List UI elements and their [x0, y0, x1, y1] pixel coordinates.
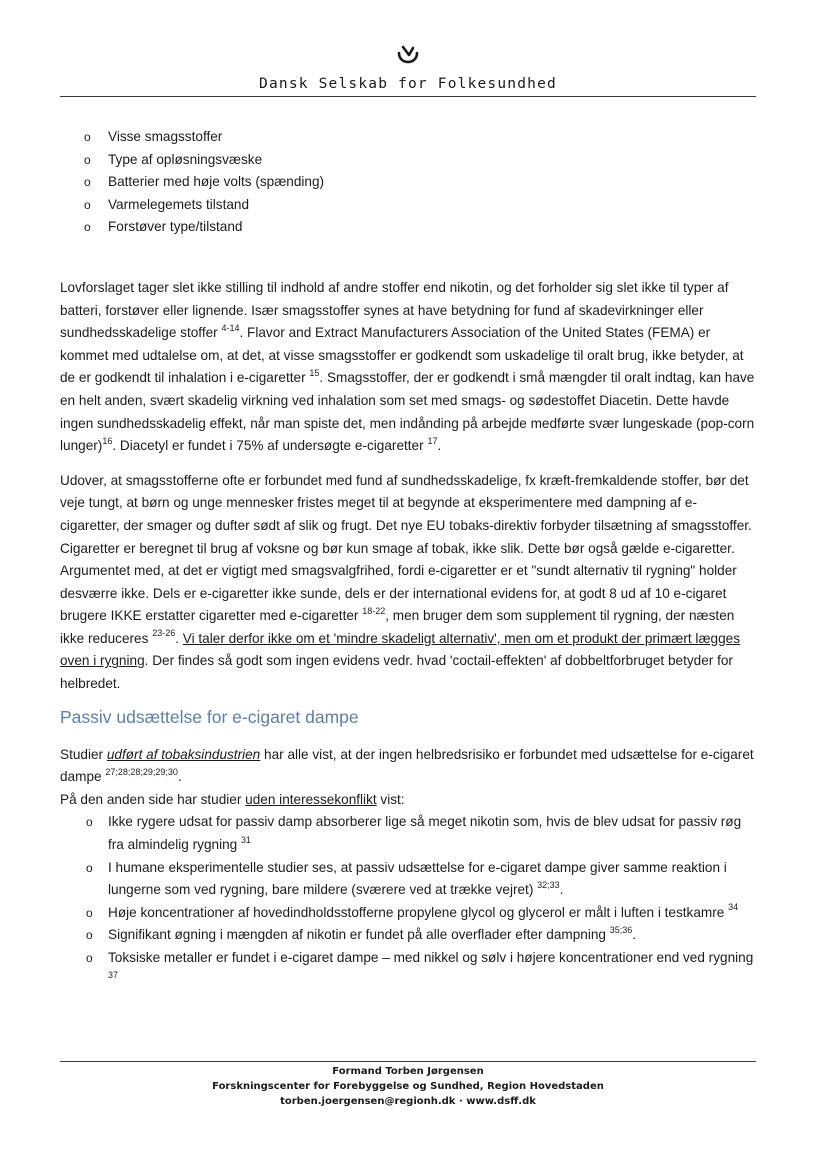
- text-run: Ikke rygere udsat for passiv damp absorberer lige så meget nikotin som, hvis de blev udsat for passiv røg fra almindelig rygning: [108, 814, 742, 853]
- citation: 17: [427, 435, 438, 446]
- paragraph-flavours: [60, 277, 756, 458]
- citation: 31: [240, 834, 251, 845]
- list-item: o Forstøver type/tilstand: [60, 216, 756, 239]
- text-run: Lovforslaget tager slet ikke stilling til indhold af andre stoffer end nikotin, og det forholder sig slet ikke til typer af batteri, forstøver eller lignende. Især smagsstoffer synes at have betydning for fund af skadevirkninger eller sundhedsskadelige stoffer: [60, 279, 729, 341]
- text-run: Signifikant øgning i mængden af nikotin er fundet på alle overflader efter dampning: [108, 927, 610, 943]
- text-run: På den anden side har studier: [60, 791, 246, 807]
- paragraph-independent-studies: [60, 789, 756, 812]
- underlined-text: uden interessekonflikt: [245, 791, 377, 807]
- text-run: , men bruger dem som supplement til rygning, der næsten ikke reduceres: [60, 608, 735, 646]
- text-run: . Flavor and Extract Manufacturers Association of the United States (FEMA) er kommet med udtalelse om, at det, at visse smagsstoffer er godkendt som uskadelige til oralt brug, ikke betyder, at de er godkendt til inhalation i e-cigaretter: [60, 325, 744, 386]
- list-item: [60, 811, 756, 856]
- text-run: .: [175, 630, 183, 646]
- list-item: o Visse smagsstoffer: [60, 126, 756, 149]
- list-item: o Varmelegemets tilstand: [60, 194, 756, 217]
- citation: 27;28;28;29;29;30: [105, 766, 178, 777]
- text-run: Høje koncentrationer af hovedindholdsstofferne propylene glycol og glycerol er målt i luften i testkamre: [108, 904, 729, 920]
- list-item: o Type af opløsningsvæske: [60, 149, 756, 172]
- risk-factor-list: [60, 126, 756, 239]
- footer-contact: torben.joergensen@regionh.dk · www.dsff.dk: [280, 1096, 536, 1107]
- letterhead: [60, 44, 756, 92]
- text-run: Toksiske metaller er fundet i e-cigaret dampe – med nikkel og sølv i højere koncentrationer end ved rygning: [108, 950, 754, 965]
- header-divider: [60, 96, 756, 97]
- section-heading: Passiv udsættelse for e-cigaret dampe: [60, 706, 359, 727]
- list-item: [60, 947, 756, 992]
- list-item: [60, 857, 756, 902]
- findings-list: [60, 811, 756, 992]
- paragraph-youth: [60, 470, 756, 696]
- text-run: har alle vist, at der ingen helbredsrisiko er forbundet med udsættelse for e-cigaret dampe: [60, 746, 754, 785]
- citation: 32;33: [537, 879, 560, 890]
- text-run: Udover, at smagsstofferne ofte er forbundet med fund af sundhedsskadelige, fx kræft-fremkaldende stoffer, bør det veje tungt, at børn og unge mennesker fristes meget til at begynde at eksperimentere med dampning af e-cigaretter, der smager og dufter sødt af slik og frugt. Det nye EU tobaks-direktiv forbyder tilsætning af smagsstoffer. Cigaretter er beregnet til brug af voksne og bør kun smage af tobak, ikke slik. Dette bør også gælde e-cigaretter. Argumentet med, at det er vigtigt med smagsvalgfrihed, fordi e-cigaretter er et "sundt alternativ til rygning" holder desværre ikke. Dels er e-cigaretter ikke sunde, dels er der international evidens for, at godt 8 ud af 10 e-cigaret brugere IKKE erstatter cigaretter med e-cigaretter: [60, 472, 752, 624]
- text-run: I humane eksperimentelle studier ses, at passiv udsættelse for e-cigaret dampe giver samme reaktion i lungerne som ved rygning, bare mildere (sværere ved at trække vejret): [108, 859, 727, 898]
- text-run: vist:: [376, 791, 405, 807]
- list-item: [60, 924, 756, 947]
- underlined-statement: Vi taler derfor ikke om et 'mindre skadeligt alternativ', men om et produkt der primært lægges oven i rygning: [60, 630, 741, 669]
- text-run: .: [559, 882, 564, 898]
- text-run: .: [177, 769, 182, 785]
- paragraph-industry-studies: [60, 744, 756, 789]
- citation: 37: [108, 970, 119, 981]
- text-run: .: [437, 438, 442, 454]
- citation: 35;36: [609, 924, 633, 935]
- citation: 23-26: [152, 628, 176, 639]
- emphasized-text: udført af tobaksindustrien: [106, 746, 261, 762]
- citation: 15: [309, 367, 320, 378]
- list-item: [60, 902, 756, 925]
- text-run: .: [632, 927, 637, 943]
- text-run: Studier: [60, 746, 107, 762]
- footer-chairman: Formand Torben Jørgensen: [332, 1066, 484, 1077]
- society-logo-icon: [394, 44, 422, 70]
- citation: 34: [728, 902, 739, 913]
- citation: 16: [102, 435, 113, 446]
- text-run: . Smagsstoffer, der er godkendt i små mængder til oralt indtag, kan have en helt anden, svært skadelig virkning ved inhalation som set med smags- og sødestoffet Diacetin. Dette havde ingen sundhedsskadelig effekt, når man spiste det, men indånding på arbejde medførte svær lungeskade (pop-corn lunger): [60, 370, 755, 454]
- footer-institution: Forskningscenter for Forebyggelse og Sundhed, Region Hovedstaden: [212, 1081, 604, 1092]
- footer-divider: [60, 1061, 756, 1062]
- text-run: . Diacetyl er fundet i 75% af undersøgte e-cigaretter: [112, 438, 428, 454]
- list-item: o Batterier med høje volts (spænding): [60, 171, 756, 194]
- citation: 4-14: [221, 322, 240, 333]
- footer: [60, 1064, 756, 1109]
- organization-name: Dansk Selskab for Folkesundhed: [259, 76, 557, 92]
- citation: 18-22: [362, 605, 386, 616]
- text-run: . Der findes så godt som ingen evidens vedr. hvad 'coctail-effekten' af dobbeltforbruget betyder for helbredet.: [60, 653, 733, 692]
- document-body: [60, 126, 756, 992]
